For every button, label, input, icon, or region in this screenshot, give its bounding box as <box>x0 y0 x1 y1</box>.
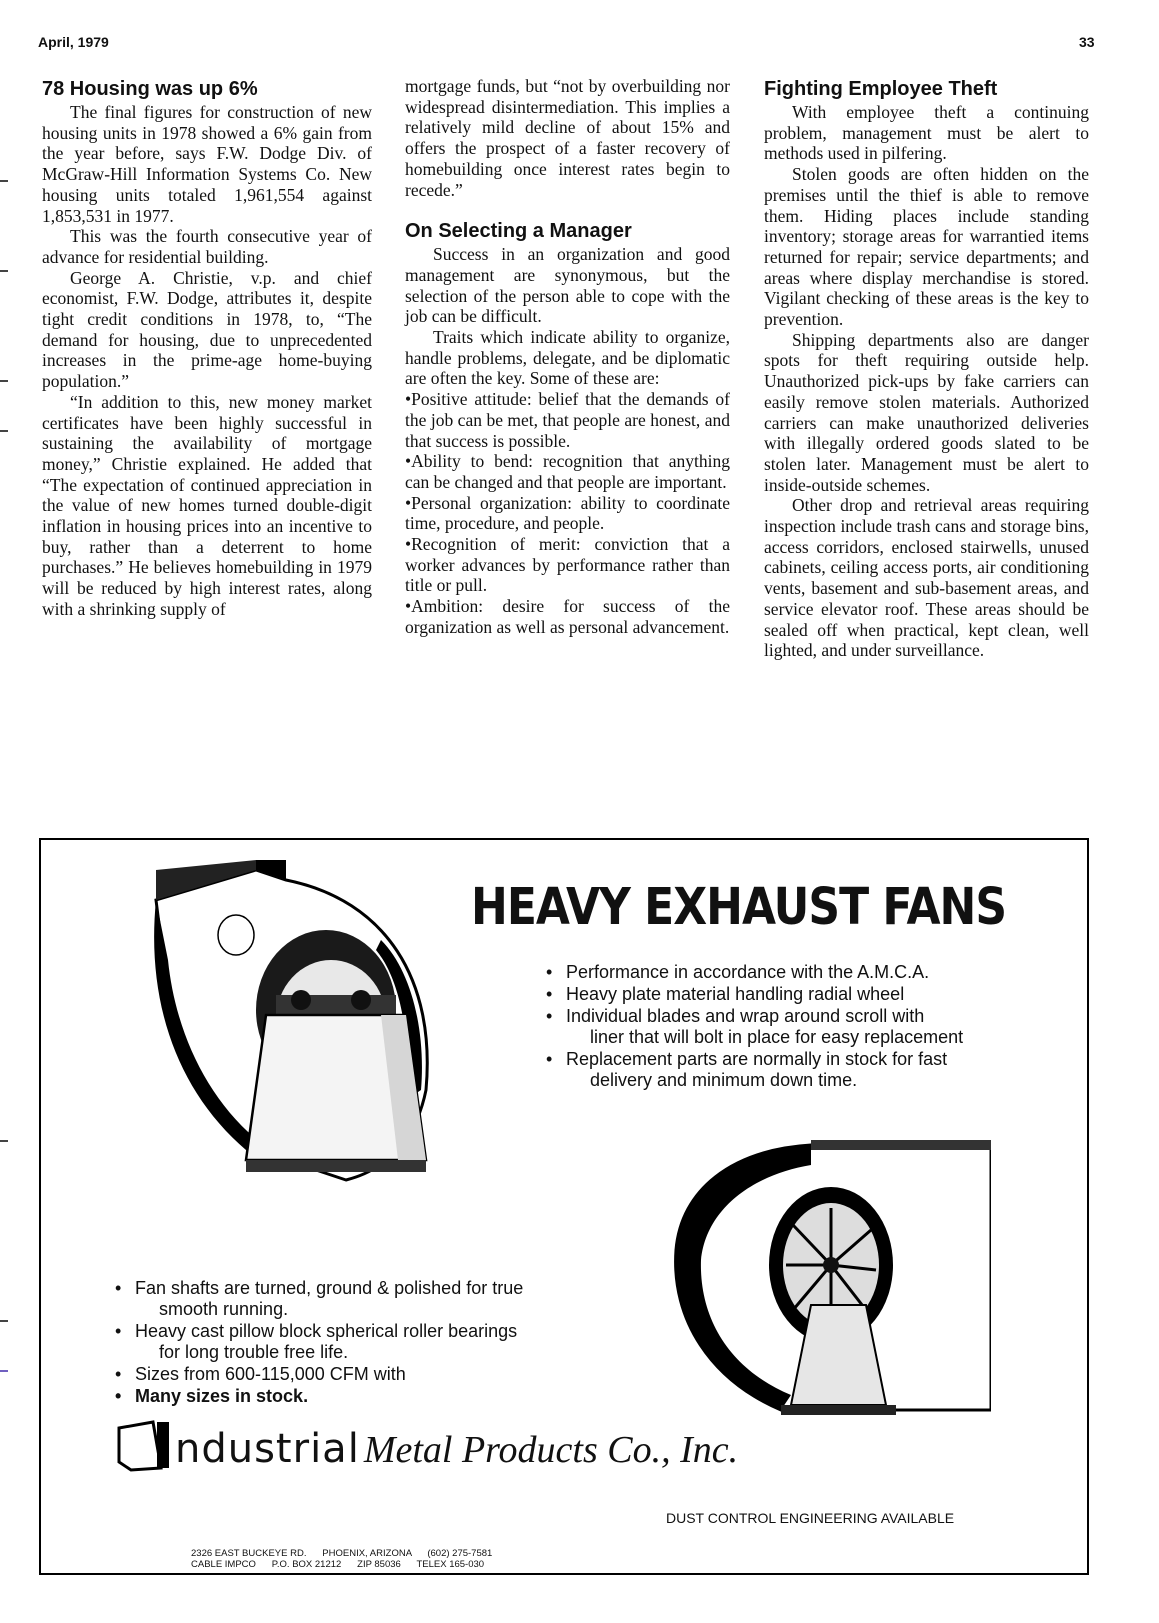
feature-item <box>546 1006 963 1048</box>
arizona-logo-icon <box>117 1418 175 1472</box>
edge-mark <box>0 270 8 272</box>
paragraph: This was the fourth consecutive year of advance for residential building. <box>42 226 372 267</box>
edge-mark <box>0 1320 8 1322</box>
feature-item <box>115 1364 523 1385</box>
paragraph: The final figures for construction of new housing units in 1978 showed a 6% gain from the year before, says F.W. Dodge Div. of McGraw-Hill Information Systems Co. New housing units totaled 1,961,554 against 1,853,531 in 1977. <box>42 102 372 226</box>
logo-wordmark: ndustrial <box>175 1426 360 1472</box>
feature-text-continued: for long trouble free life. <box>159 1342 349 1362</box>
paragraph: With employee theft a continuing problem, management must be alert to methods used in pilfering. <box>764 102 1089 164</box>
feature-item <box>115 1321 523 1363</box>
feature-text: Many sizes in stock. <box>135 1386 309 1406</box>
exhaust-fan-illustration <box>661 1120 991 1430</box>
headline-manager: On Selecting a Manager <box>405 220 632 243</box>
feature-text: Individual blades and wrap around scroll with <box>566 1006 925 1026</box>
address-line: CABLE IMPCO P.O. BOX 21212 ZIP 85036 TELEX 165-030 <box>191 1559 485 1570</box>
feature-item <box>546 984 963 1005</box>
trait-bullet: •Ability to bend: recognition that anything can be changed and that people are important. <box>405 451 730 492</box>
feature-text: Heavy cast pillow block spherical roller bearings <box>135 1321 518 1341</box>
trait-bullet: •Ambition: desire for success of the organization as well as personal advancement. <box>405 596 730 637</box>
company-logo <box>117 1418 738 1472</box>
feature-text-continued: liner that will bolt in place for easy replacement <box>590 1027 964 1047</box>
column-theft <box>764 76 1089 661</box>
feature-list-top <box>546 962 963 1092</box>
feature-item <box>546 962 963 983</box>
feature-text: Fan shafts are turned, ground & polished for true <box>135 1278 524 1298</box>
column-housing <box>42 76 372 620</box>
feature-text-continued: smooth running. <box>159 1299 289 1319</box>
paragraph: Success in an organization and good management are synonymous, but the selection of the person able to cope with the job can be difficult. <box>405 244 730 327</box>
ad-headline: HEAVY EXHAUST FANS <box>471 878 1007 937</box>
paragraph: George A. Christie, v.p. and chief economist, F.W. Dodge, attributes it, despite tight credit conditions in 1978, to, “The demand for housing, due to unprecedented increases in the prime-age home-buying population.” <box>42 267 372 392</box>
edge-mark <box>0 180 8 182</box>
paragraph: Shipping departments also are danger spots for theft requiring outside help. Unauthorized pick-ups by fake carriers can easily remove stolen materials. Authorized carriers can make unauthorized deliveries with illegally ordered goods slated to be stolen later. Management must be alert to inside-outside schemes. <box>764 329 1089 495</box>
feature-text: Sizes from 600-115,000 CFM with <box>135 1364 406 1384</box>
trait-bullet: •Positive attitude: belief that the demands of the job can be met, that people are honest, and that success is possible. <box>405 389 730 451</box>
paragraph: Stolen goods are often hidden on the premises until the thief is able to remove them. Hiding places include standing inventory; storage areas for warrantied items returned for repair; service departments; and areas where display merchandise is stored. Vigilant checking of these areas is the key to prevention. <box>764 164 1089 330</box>
paragraph: Other drop and retrieval areas requiring inspection include trash cans and storage bins, access corridors, enclosed stairwells, unused cabinets, ceiling access ports, air conditioning vents, basement and sub-basement areas, and service elevator roof. These areas should be sealed off when practical, kept clean, well lighted, and under surveillance. <box>764 495 1089 661</box>
paragraph: Traits which indicate ability to organize, handle problems, delegate, and be diplomatic are often the key. Some of these are: <box>405 327 730 389</box>
paragraph-continued: mortgage funds, but “not by overbuilding nor widespread disintermediation. This implies a relatively mild decline of about 15% and offers the prospect of a faster recovery of homebuilding once interest rates begin to recede.” <box>405 76 730 200</box>
page-number: 33 <box>1079 34 1095 50</box>
feature-text: Replacement parts are normally in stock for fast <box>566 1049 948 1069</box>
feature-text-continued: delivery and minimum down time. <box>590 1070 858 1090</box>
feature-item <box>546 1049 963 1091</box>
trait-bullet: •Recognition of merit: conviction that a worker advances by performance rather than title or pull. <box>405 534 730 596</box>
logo-script: Metal Products Co., Inc. <box>363 1429 739 1471</box>
feature-item <box>115 1386 523 1407</box>
edge-mark <box>0 1370 8 1372</box>
paragraph: “In addition to this, new money market certificates have been highly successful in sustaining the availability of mortgage money,” Christie explained. He added that “The expectation of continued appreciation in the value of new homes turned double-digit inflation in housing prices into an incentive to buy, rather than a deterrent to home purchases.” He believes homebuilding in 1979 will be reduced by high interest rates, along with a shrinking supply of <box>42 391 372 619</box>
trait-bullet: •Personal organization: ability to coordinate time, procedure, and people. <box>405 492 730 534</box>
dust-control-tagline: DUST CONTROL ENGINEERING AVAILABLE <box>666 1510 955 1526</box>
advertisement <box>39 838 1089 1575</box>
issue-date: April, 1979 <box>38 34 109 50</box>
feature-item <box>115 1278 523 1320</box>
exhaust-fan-illustration <box>136 860 476 1190</box>
company-address <box>191 1548 492 1570</box>
feature-text: Performance in accordance with the A.M.C.A. <box>566 962 930 982</box>
edge-mark <box>0 1140 8 1142</box>
headline-housing: 78 Housing was up 6% <box>42 78 258 100</box>
address-line: 2326 EAST BUCKEYE RD. PHOENIX, ARIZONA (602) 275-7581 <box>191 1548 493 1559</box>
feature-list-bottom <box>115 1278 523 1408</box>
column-manager <box>405 76 730 638</box>
edge-mark <box>0 380 8 382</box>
edge-mark <box>0 430 8 432</box>
feature-text: Heavy plate material handling radial wheel <box>566 984 905 1004</box>
headline-theft: Fighting Employee Theft <box>764 78 998 100</box>
